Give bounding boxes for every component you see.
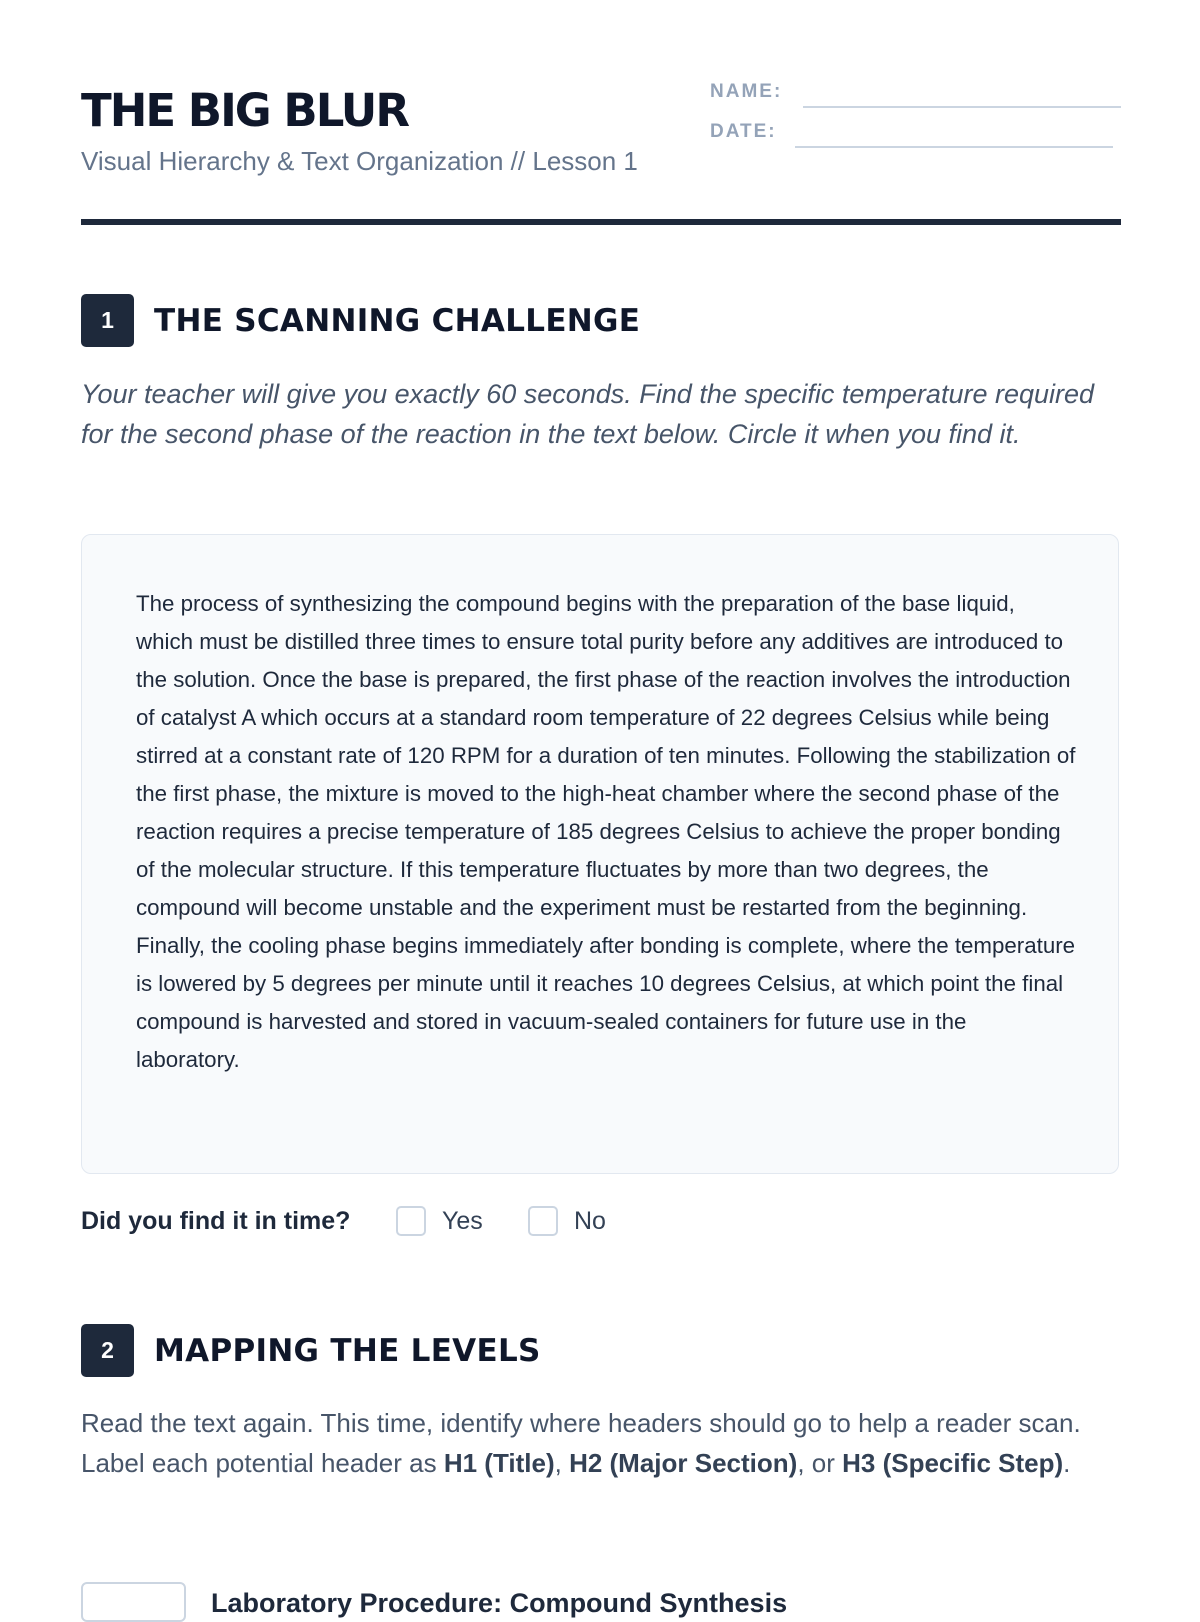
reading-passage: The process of synthesizing the compound begins with the preparation of the base liquid, which must be distilled three times to ensure total purity before any additives are introduced to the solution. Once the base is prepared, the first phase of the reaction involves the introduction of catalyst A which occurs at a standard room temperature of 22 degrees Celsius while being stirred at a constant rate of 120 RPM for a duration of ten minutes. Following the stabilization of the first phase, the mixture is moved to the high-heat chamber where the second phase of the reaction requires a precise temperature of 185 degrees Celsius to achieve the proper bonding of the molecular structure. If this temperature fluctuates by more than two degrees, the compound will become unstable and the experiment must be restarted from the beginning. Finally, the cooling phase begins immediately after bonding is complete, where the temperature is lowered by 5 degrees per minute until it reaches 10 degrees Celsius, at which point the final compound is harvested and stored in vacuum-sealed containers for future use in the laboratory. bbox=[136, 591, 1076, 1072]
section-number-badge: 1 bbox=[81, 294, 134, 347]
header-level-input[interactable] bbox=[81, 1582, 186, 1622]
worksheet-page bbox=[81, 0, 1121, 1618]
h2-term: H2 (Major Section) bbox=[569, 1448, 798, 1478]
section-1-header bbox=[81, 294, 1121, 348]
h1-term: H1 (Title) bbox=[443, 1448, 555, 1478]
name-field[interactable] bbox=[803, 106, 1121, 108]
mapping-row bbox=[81, 1582, 1121, 1622]
h3-term: H3 (Specific Step) bbox=[842, 1448, 1064, 1478]
reading-passage-box bbox=[81, 534, 1119, 1174]
name-row bbox=[710, 78, 1121, 118]
no-label: No bbox=[574, 1207, 606, 1235]
section-number-badge: 2 bbox=[81, 1324, 134, 1377]
date-field[interactable] bbox=[795, 146, 1113, 148]
yes-label: Yes bbox=[442, 1207, 483, 1235]
section-2-instructions bbox=[81, 1403, 1121, 1483]
mapping-row-label: Laboratory Procedure: Compound Synthesis bbox=[211, 1588, 788, 1618]
date-label: DATE: bbox=[710, 121, 777, 142]
page-subtitle: Visual Hierarchy & Text Organization // Lesson 1 bbox=[81, 146, 638, 176]
found-it-question bbox=[81, 1203, 1121, 1243]
name-label: NAME: bbox=[710, 81, 783, 102]
section-title: THE SCANNING CHALLENGE bbox=[154, 303, 641, 339]
separator: , bbox=[554, 1448, 570, 1478]
section-1-instructions: Your teacher will give you exactly 60 seconds. Find the specific temperature required for the second phase of the reaction in the text below. Circle it when you find it. bbox=[81, 379, 1095, 449]
header-divider bbox=[81, 219, 1121, 225]
section-2-header bbox=[81, 1324, 1121, 1378]
section-title: MAPPING THE LEVELS bbox=[154, 1333, 541, 1369]
period: . bbox=[1063, 1448, 1071, 1478]
separator: , or bbox=[797, 1448, 843, 1478]
instructions-text: Read the text again. This time, identify where headers should go to help a reader scan. Label each potential header as bbox=[81, 1408, 1081, 1478]
no-checkbox[interactable] bbox=[528, 1206, 558, 1236]
page-title: THE BIG BLUR bbox=[81, 84, 408, 137]
student-info bbox=[710, 78, 1121, 158]
date-row bbox=[710, 118, 1121, 158]
yes-checkbox[interactable] bbox=[396, 1206, 426, 1236]
question-label: Did you find it in time? bbox=[81, 1207, 351, 1235]
